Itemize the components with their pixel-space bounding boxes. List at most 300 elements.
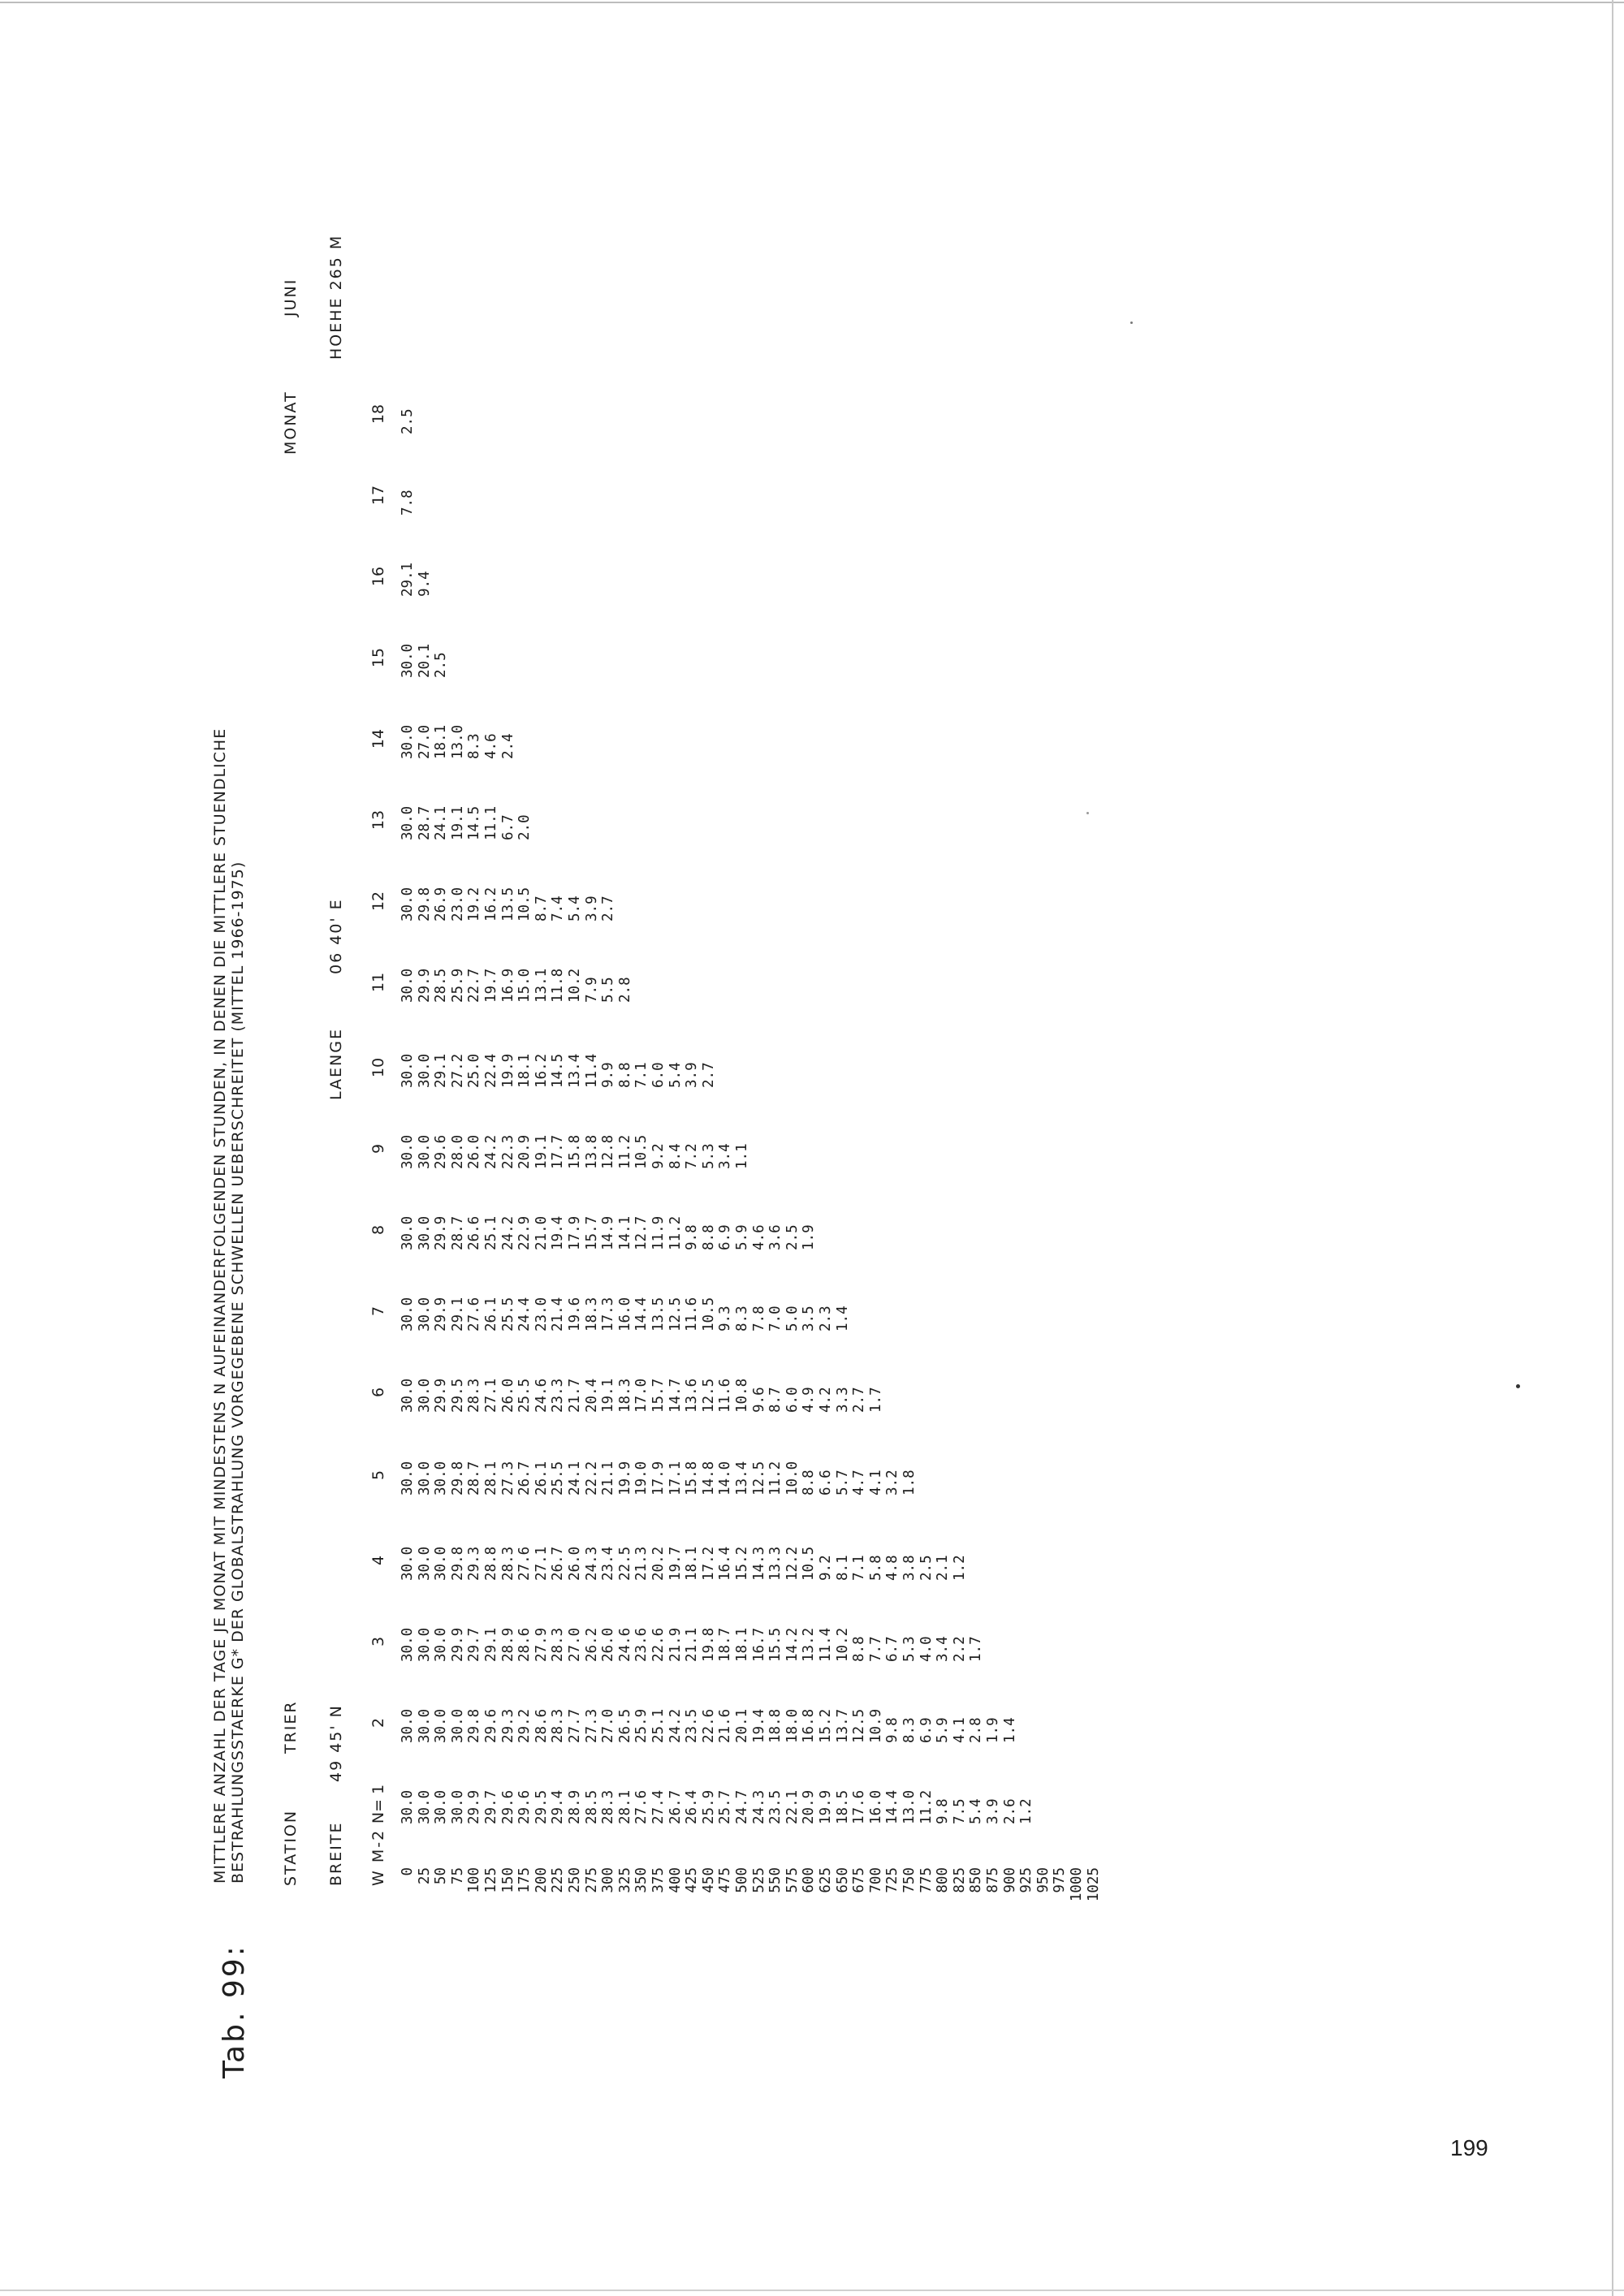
table-cell: 14.8 — [700, 1461, 717, 1495]
monat-label: MONAT — [282, 391, 300, 455]
table-cell: 9.3 — [717, 1306, 734, 1331]
table-cell: 25.1 — [650, 1708, 667, 1743]
table-cell: 30.0 — [416, 1708, 433, 1743]
w-value-cell: 375 — [650, 1867, 667, 1893]
w-value-cell: 650 — [834, 1867, 851, 1893]
table-cell: 15.7 — [583, 1215, 600, 1250]
table-cell: 29.3 — [499, 1708, 516, 1743]
table-cell: 8.3 — [901, 1717, 918, 1743]
table-cell: 16.7 — [750, 1627, 767, 1662]
table-cell: 27.0 — [600, 1708, 617, 1743]
table-cell: 9.4 — [416, 571, 433, 597]
table-cell: 30.0 — [433, 1789, 450, 1824]
table-cell: 29.2 — [516, 1708, 533, 1743]
table-cell: 11.4 — [818, 1627, 834, 1662]
table-cell: 7.7 — [867, 1636, 884, 1662]
table-cell: 30.0 — [416, 1134, 433, 1169]
table-cell: 1.4 — [1001, 1717, 1018, 1743]
table-cell: 25.5 — [499, 1297, 516, 1331]
table-cell: 30.0 — [400, 1053, 416, 1088]
table-cell: 22.9 — [516, 1215, 533, 1250]
table-cell: 30.0 — [400, 968, 416, 1003]
table-cell: 17.2 — [700, 1546, 717, 1581]
table-cell: 27.0 — [416, 724, 433, 759]
table-cell: 29.6 — [483, 1708, 499, 1743]
table-cell: 3.8 — [901, 1555, 918, 1581]
w-value-cell: 450 — [700, 1867, 717, 1893]
table-cell: 22.4 — [483, 1053, 499, 1088]
table-cell: 27.0 — [567, 1627, 583, 1662]
table-cell: 6.9 — [717, 1224, 734, 1250]
table-cell: 27.6 — [466, 1297, 483, 1331]
w-value-cell: 825 — [951, 1867, 968, 1893]
table-cell: 30.0 — [416, 1297, 433, 1331]
table-cell: 13.0 — [449, 724, 466, 759]
table-cell: 14.4 — [884, 1789, 901, 1824]
monat-value: JUNI — [282, 278, 300, 317]
table-cell: 19.0 — [633, 1461, 650, 1495]
table-cell: 21.1 — [684, 1627, 701, 1662]
table-cell: 15.8 — [684, 1461, 701, 1495]
table-cell: 18.8 — [767, 1708, 784, 1743]
table-cell: 22.7 — [466, 968, 483, 1003]
table-cell: 25.0 — [466, 1053, 483, 1088]
n-header-11: 11 — [369, 972, 387, 993]
w-value-cell: 775 — [918, 1867, 935, 1893]
table-cell: 24.7 — [734, 1789, 750, 1824]
table-cell: 2.0 — [516, 814, 533, 840]
table-cell: 11.9 — [650, 1215, 667, 1250]
table-cell: 13.4 — [734, 1461, 750, 1495]
table-cell: 17.3 — [600, 1297, 617, 1331]
table-cell: 12.5 — [700, 1378, 717, 1413]
table-cell: 19.1 — [600, 1378, 617, 1413]
table-cell: 28.8 — [483, 1546, 499, 1581]
table-cell: 29.5 — [449, 1378, 466, 1413]
table-cell: 24.3 — [583, 1546, 600, 1581]
table-label: Tab. 99: — [218, 1944, 251, 2078]
table-cell: 30.0 — [400, 1297, 416, 1331]
table-cell: 30.0 — [416, 1461, 433, 1495]
table-cell: 26.0 — [466, 1134, 483, 1169]
table-cell: 30.0 — [416, 1053, 433, 1088]
table-cell: 17.0 — [633, 1378, 650, 1413]
w-value-cell: 1025 — [1085, 1867, 1102, 1902]
table-cell: 28.9 — [499, 1627, 516, 1662]
table-cell: 2.5 — [784, 1224, 801, 1250]
table-cell: 20.4 — [583, 1378, 600, 1413]
table-cell: 4.7 — [851, 1470, 868, 1495]
table-cell: 4.0 — [918, 1636, 935, 1662]
table-cell: 30.0 — [449, 1789, 466, 1824]
table-cell: 15.2 — [734, 1546, 750, 1581]
table-cell: 3.6 — [767, 1224, 784, 1250]
table-cell: 2.8 — [968, 1717, 985, 1743]
table-cell: 29.1 — [483, 1627, 499, 1662]
table-cell: 7.1 — [851, 1555, 868, 1581]
table-cell: 7.5 — [951, 1798, 968, 1824]
table-cell: 16.4 — [717, 1546, 734, 1581]
table-cell: 13.0 — [901, 1789, 918, 1824]
w-column-header: W M-2 — [369, 1828, 387, 1886]
table-cell: 19.7 — [667, 1546, 684, 1581]
table-cell: 10.5 — [516, 887, 533, 921]
table-cell: 8.7 — [767, 1387, 784, 1413]
table-cell: 4.6 — [750, 1224, 767, 1250]
table-cell: 10.9 — [867, 1708, 884, 1743]
rotated-table-block — [211, 211, 1380, 2078]
table-cell: 28.0 — [449, 1134, 466, 1169]
table-cell: 8.4 — [667, 1143, 684, 1169]
n-header-5: 5 — [369, 1470, 387, 1481]
table-cell: 18.7 — [717, 1627, 734, 1662]
station-label: STATION — [282, 1809, 300, 1886]
w-value-cell: 550 — [767, 1867, 784, 1893]
table-cell: 19.9 — [818, 1789, 834, 1824]
table-cell: 30.0 — [400, 805, 416, 840]
table-cell: 10.2 — [567, 968, 583, 1003]
table-cell: 23.0 — [449, 887, 466, 921]
table-cell: 20.1 — [416, 643, 433, 678]
table-cell: 6.0 — [650, 1062, 667, 1088]
table-cell: 15.0 — [516, 968, 533, 1003]
table-cell: 16.2 — [483, 887, 499, 921]
w-value-cell: 575 — [784, 1867, 801, 1893]
w-value-cell: 225 — [550, 1867, 567, 1893]
table-cell: 25.5 — [516, 1378, 533, 1413]
table-cell: 30.0 — [400, 1708, 416, 1743]
table-cell: 16.2 — [533, 1053, 550, 1088]
table-cell: 11.6 — [717, 1378, 734, 1413]
w-value-cell: 475 — [717, 1867, 734, 1893]
table-cell: 26.6 — [466, 1215, 483, 1250]
table-cell: 29.1 — [400, 562, 416, 597]
scan-edge-bottom — [0, 2290, 1624, 2291]
table-cell: 30.0 — [433, 1627, 450, 1662]
table-cell: 2.3 — [818, 1306, 834, 1331]
table-cell: 2.5 — [400, 408, 416, 434]
table-cell: 30.0 — [400, 1378, 416, 1413]
table-cell: 28.5 — [433, 968, 450, 1003]
table-cell: 4.1 — [867, 1470, 884, 1495]
table-cell: 21.3 — [633, 1546, 650, 1581]
table-cell: 3.9 — [985, 1798, 1001, 1824]
w-value-cell: 500 — [734, 1867, 750, 1893]
table-cell: 3.4 — [717, 1143, 734, 1169]
table-cell: 27.6 — [633, 1789, 650, 1824]
table-cell: 24.6 — [533, 1378, 550, 1413]
table-cell: 19.9 — [616, 1461, 633, 1495]
table-cell: 1.2 — [1018, 1798, 1035, 1824]
table-cell: 18.1 — [516, 1053, 533, 1088]
table-cell: 10.8 — [734, 1378, 750, 1413]
table-cell: 15.7 — [650, 1378, 667, 1413]
table-cell: 2.4 — [499, 733, 516, 759]
table-cell: 21.1 — [600, 1461, 617, 1495]
table-cell: 10.5 — [633, 1134, 650, 1169]
w-value-cell: 275 — [583, 1867, 600, 1893]
n-header-18: 18 — [369, 404, 387, 425]
table-cell: 26.2 — [583, 1627, 600, 1662]
table-cell: 26.1 — [483, 1297, 499, 1331]
table-cell: 27.4 — [650, 1789, 667, 1824]
table-cell: 30.0 — [433, 1546, 450, 1581]
table-cell: 28.6 — [533, 1708, 550, 1743]
table-cell: 29.9 — [416, 968, 433, 1003]
table-cell: 29.8 — [466, 1708, 483, 1743]
table-cell: 24.1 — [433, 805, 450, 840]
n-header-17: 17 — [369, 485, 387, 506]
w-value-cell: 300 — [600, 1867, 617, 1893]
w-value-cell: 200 — [533, 1867, 550, 1893]
table-cell: 23.4 — [600, 1546, 617, 1581]
table-cell: 20.2 — [650, 1546, 667, 1581]
table-cell: 30.0 — [416, 1546, 433, 1581]
table-cell: 23.5 — [767, 1789, 784, 1824]
table-cell: 3.5 — [801, 1306, 818, 1331]
table-cell: 19.7 — [483, 968, 499, 1003]
table-cell: 26.7 — [550, 1546, 567, 1581]
table-cell: 24.2 — [667, 1708, 684, 1743]
w-value-cell: 700 — [867, 1867, 884, 1893]
n-header-3: 3 — [369, 1636, 387, 1647]
table-cell: 28.1 — [616, 1789, 633, 1824]
table-cell: 6.7 — [884, 1636, 901, 1662]
table-cell: 27.2 — [449, 1053, 466, 1088]
table-cell: 29.5 — [533, 1789, 550, 1824]
w-value-cell: 325 — [616, 1867, 633, 1893]
table-cell: 1.7 — [867, 1387, 884, 1413]
table-cell: 13.8 — [583, 1134, 600, 1169]
table-cell: 1.8 — [901, 1470, 918, 1495]
w-value-cell: 425 — [684, 1867, 701, 1893]
n-header-15: 15 — [369, 647, 387, 668]
table-cell: 7.4 — [550, 896, 567, 921]
table-cell: 4.6 — [483, 733, 499, 759]
table-cell: 3.4 — [935, 1636, 952, 1662]
table-cell: 5.8 — [867, 1555, 884, 1581]
table-cell: 9.8 — [935, 1798, 952, 1824]
w-value-cell: 175 — [516, 1867, 533, 1893]
table-cell: 29.8 — [449, 1546, 466, 1581]
table-cell: 5.7 — [834, 1470, 851, 1495]
table-cell: 8.3 — [466, 733, 483, 759]
table-cell: 16.0 — [867, 1789, 884, 1824]
table-cell: 28.7 — [416, 805, 433, 840]
table-cell: 30.0 — [400, 643, 416, 678]
table-cell: 10.5 — [801, 1546, 818, 1581]
n-header-12: 12 — [369, 891, 387, 912]
table-cell: 13.3 — [767, 1546, 784, 1581]
table-cell: 10.0 — [784, 1461, 801, 1495]
table-cell: 9.2 — [650, 1143, 667, 1169]
table-cell: 11.2 — [616, 1134, 633, 1169]
table-cell: 30.0 — [449, 1708, 466, 1743]
w-value-cell: 1000 — [1069, 1867, 1085, 1902]
n-header-2: 2 — [369, 1717, 387, 1728]
table-cell: 26.0 — [499, 1378, 516, 1413]
table-cell: 29.8 — [416, 887, 433, 921]
table-cell: 15.2 — [818, 1708, 834, 1743]
table-title-line-1: MITTLERE ANZAHL DER TAGE JE MONAT MIT MINDESTENS N AUFEINANDERFOLGENDEN STUNDEN, IN DENEN DIE MITTLERE STUENDLICHE — [211, 727, 229, 1884]
table-cell: 29.9 — [433, 1297, 450, 1331]
table-cell: 4.2 — [818, 1387, 834, 1413]
table-cell: 29.1 — [433, 1053, 450, 1088]
table-cell: 30.0 — [400, 724, 416, 759]
table-title-line-2: BESTRAHLUNGSSTAERKE G* DER GLOBALSTRAHLUNG VORGEGEBENE SCHWELLEN UEBERSCHREITET (MITTEL 1966-1975) — [229, 861, 247, 1884]
table-cell: 25.9 — [633, 1708, 650, 1743]
table-cell: 23.3 — [550, 1378, 567, 1413]
table-cell: 30.0 — [400, 1627, 416, 1662]
table-cell: 5.3 — [700, 1143, 717, 1169]
table-cell: 16.9 — [499, 968, 516, 1003]
table-cell: 26.1 — [533, 1461, 550, 1495]
table-cell: 1.9 — [985, 1717, 1001, 1743]
table-cell: 4.1 — [951, 1717, 968, 1743]
table-cell: 30.0 — [400, 1215, 416, 1250]
table-cell: 14.5 — [550, 1053, 567, 1088]
table-cell: 17.6 — [851, 1789, 868, 1824]
w-value-cell: 975 — [1052, 1867, 1069, 1893]
table-cell: 11.2 — [767, 1461, 784, 1495]
table-cell: 23.5 — [684, 1708, 701, 1743]
table-cell: 30.0 — [400, 1789, 416, 1824]
table-cell: 11.2 — [667, 1215, 684, 1250]
table-cell: 13.5 — [499, 887, 516, 921]
table-cell: 27.7 — [567, 1708, 583, 1743]
table-cell: 27.9 — [533, 1627, 550, 1662]
w-value-cell: 525 — [750, 1867, 767, 1893]
table-cell: 14.2 — [784, 1627, 801, 1662]
table-cell: 12.5 — [851, 1708, 868, 1743]
table-cell: 21.6 — [717, 1708, 734, 1743]
table-cell: 25.9 — [700, 1789, 717, 1824]
table-cell: 30.0 — [416, 1378, 433, 1413]
table-cell: 29.9 — [433, 1215, 450, 1250]
table-cell: 18.5 — [834, 1789, 851, 1824]
table-cell: 12.7 — [633, 1215, 650, 1250]
w-value-cell: 125 — [483, 1867, 499, 1893]
table-cell: 16.0 — [616, 1297, 633, 1331]
table-cell: 22.6 — [650, 1627, 667, 1662]
table-cell: 26.4 — [684, 1789, 701, 1824]
table-cell: 19.4 — [750, 1708, 767, 1743]
table-cell: 15.8 — [567, 1134, 583, 1169]
table-cell: 17.9 — [650, 1461, 667, 1495]
table-cell: 22.1 — [784, 1789, 801, 1824]
table-cell: 2.5 — [433, 652, 450, 678]
table-cell: 13.6 — [684, 1378, 701, 1413]
table-cell: 23.0 — [533, 1297, 550, 1331]
table-cell: 18.1 — [734, 1627, 750, 1662]
n-header-6: 6 — [369, 1387, 387, 1398]
w-value-cell: 100 — [466, 1867, 483, 1893]
table-cell: 29.9 — [466, 1789, 483, 1824]
table-cell: 7.9 — [583, 977, 600, 1003]
w-value-cell: 900 — [1001, 1867, 1018, 1893]
table-cell: 18.1 — [684, 1546, 701, 1581]
table-cell: 25.7 — [717, 1789, 734, 1824]
table-cell: 5.4 — [667, 1062, 684, 1088]
table-cell: 17.9 — [567, 1215, 583, 1250]
table-cell: 29.8 — [449, 1461, 466, 1495]
table-cell: 8.7 — [533, 896, 550, 921]
table-cell: 5.4 — [968, 1798, 985, 1824]
w-value-cell: 250 — [567, 1867, 583, 1893]
table-cell: 11.2 — [918, 1789, 935, 1824]
table-cell: 14.4 — [633, 1297, 650, 1331]
table-cell: 29.4 — [550, 1789, 567, 1824]
table-cell: 29.6 — [499, 1789, 516, 1824]
breite-label: BREITE — [327, 1821, 345, 1886]
w-value-cell: 25 — [416, 1867, 433, 1885]
n-header-16: 16 — [369, 566, 387, 587]
table-cell: 11.8 — [550, 968, 567, 1003]
table-cell: 14.3 — [750, 1546, 767, 1581]
table-cell: 18.3 — [583, 1297, 600, 1331]
table-cell: 1.9 — [801, 1224, 818, 1250]
scan-edge-top — [0, 2, 1624, 3]
w-value-cell: 850 — [968, 1867, 985, 1893]
table-cell: 10.5 — [700, 1297, 717, 1331]
table-cell: 9.8 — [684, 1224, 701, 1250]
table-cell: 2.7 — [700, 1062, 717, 1088]
w-value-cell: 50 — [433, 1867, 450, 1885]
table-cell: 26.9 — [433, 887, 450, 921]
table-cell: 23.6 — [633, 1627, 650, 1662]
table-cell: 27.6 — [516, 1546, 533, 1581]
table-cell: 26.0 — [567, 1546, 583, 1581]
w-value-cell: 925 — [1018, 1867, 1035, 1893]
table-cell: 12.8 — [600, 1134, 617, 1169]
table-cell: 20.1 — [734, 1708, 750, 1743]
table-cell: 13.1 — [533, 968, 550, 1003]
table-cell: 13.7 — [834, 1708, 851, 1743]
table-cell: 2.7 — [600, 896, 617, 921]
table-cell: 27.1 — [483, 1378, 499, 1413]
breite-value: 49 45' N — [327, 1704, 345, 1782]
table-cell: 20.9 — [516, 1134, 533, 1169]
table-cell: 8.3 — [734, 1306, 750, 1331]
table-cell: 3.2 — [884, 1470, 901, 1495]
table-cell: 24.6 — [616, 1627, 633, 1662]
table-cell: 25.9 — [449, 968, 466, 1003]
table-cell: 13.4 — [567, 1053, 583, 1088]
table-cell: 24.3 — [750, 1789, 767, 1824]
n-header-1: N= 1 — [369, 1784, 387, 1824]
table-cell: 6.0 — [784, 1387, 801, 1413]
table-cell: 7.8 — [750, 1306, 767, 1331]
table-cell: 14.9 — [600, 1215, 617, 1250]
table-cell: 1.1 — [734, 1143, 750, 1169]
table-cell: 18.3 — [616, 1378, 633, 1413]
table-cell: 13.5 — [650, 1297, 667, 1331]
table-cell: 14.1 — [616, 1215, 633, 1250]
table-cell: 24.2 — [483, 1134, 499, 1169]
table-cell: 1.2 — [951, 1555, 968, 1581]
table-cell: 28.7 — [449, 1215, 466, 1250]
table-cell: 5.4 — [567, 896, 583, 921]
table-cell: 29.7 — [483, 1789, 499, 1824]
table-cell: 22.6 — [700, 1708, 717, 1743]
table-cell: 2.2 — [951, 1636, 968, 1662]
table-cell: 24.2 — [499, 1215, 516, 1250]
table-cell: 28.3 — [499, 1546, 516, 1581]
w-value-cell: 150 — [499, 1867, 516, 1893]
table-cell: 28.3 — [550, 1708, 567, 1743]
table-cell: 8.8 — [801, 1470, 818, 1495]
n-header-10: 10 — [369, 1057, 387, 1078]
